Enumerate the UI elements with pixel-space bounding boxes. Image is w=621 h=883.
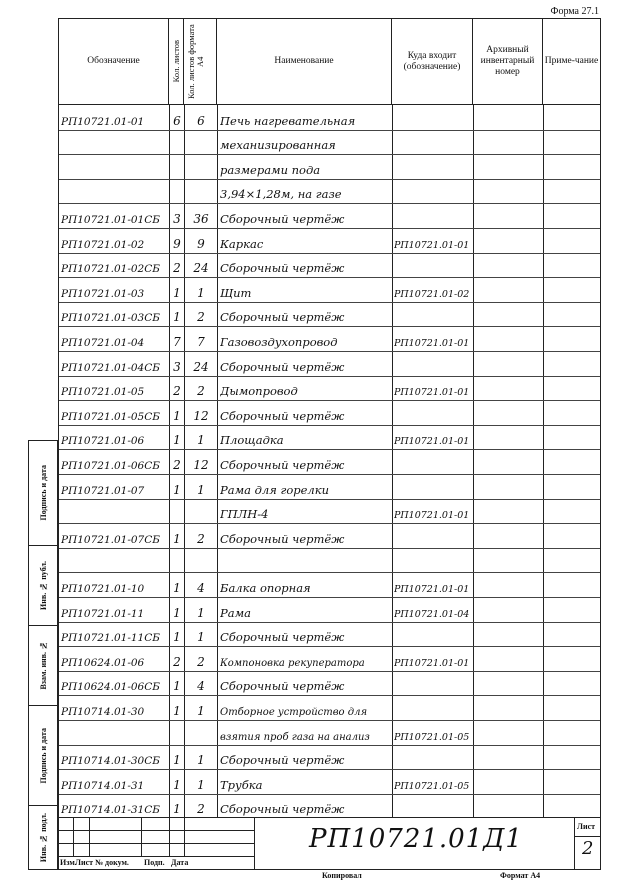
row-sheet-count: 1 — [173, 703, 181, 718]
row-sheet-count: 2 — [173, 457, 181, 472]
row-a4-count: 24 — [193, 261, 209, 276]
row-sheet-count: 9 — [173, 236, 181, 251]
row-a4-count — [187, 155, 215, 179]
row-sheet-count: 3 — [173, 211, 181, 226]
row-designation: РП10721.01-01 — [61, 115, 145, 128]
row-where-used: РП10721.01-02 — [394, 288, 470, 300]
table-row — [59, 523, 600, 548]
table-row — [59, 622, 600, 647]
row-where-used — [394, 254, 472, 278]
row-designation — [61, 500, 169, 524]
row-designation: РП10721.01-04СБ — [61, 361, 160, 374]
row-name: Сборочный чертёж — [220, 630, 345, 645]
row-name: Печь нагревательная — [220, 113, 356, 128]
table-row — [59, 130, 600, 155]
row-where-used: РП10721.01-01 — [394, 337, 470, 349]
table-row — [59, 425, 600, 450]
row-where-used: РП10721.01-04 — [394, 608, 470, 620]
row-sheet-count: 7 — [173, 334, 181, 349]
row-where-used — [394, 131, 472, 155]
row-where-used — [394, 155, 472, 179]
row-a4-count: 12 — [193, 457, 209, 472]
row-sheet-count — [171, 131, 183, 155]
row-designation: РП10721.01-02 — [61, 238, 145, 251]
row-name: Сборочный чертёж — [220, 802, 345, 817]
row-sheet-count: 2 — [173, 384, 181, 399]
row-name: Каркас — [220, 236, 264, 251]
header-note: Приме-чание — [544, 56, 599, 66]
table-row — [59, 351, 600, 376]
row-where-used: РП10721.01-01 — [394, 510, 470, 522]
header-sheet-count: Кол. листов — [169, 19, 184, 104]
row-name: Отборное устройство для — [220, 706, 368, 718]
header-where-used: Куда входит (обозначение) — [392, 19, 473, 104]
title-block — [59, 817, 600, 869]
table-row — [59, 203, 600, 228]
row-a4-count: 1 — [197, 753, 205, 768]
row-where-used: РП10721.01-01 — [394, 436, 470, 448]
row-name: Сборочный чертёж — [220, 359, 345, 374]
row-sheet-count: 2 — [173, 261, 181, 276]
row-designation: РП10624.01-06СБ — [61, 681, 160, 694]
row-designation: РП10624.01-06 — [61, 656, 145, 669]
table-row — [59, 646, 600, 671]
row-name: Щит — [220, 285, 252, 300]
row-a4-count — [187, 180, 215, 204]
row-a4-count: 24 — [193, 359, 209, 374]
row-name: ГПЛН-4 — [220, 507, 269, 522]
row-sheet-count: 1 — [173, 482, 181, 497]
row-sheet-count: 1 — [173, 753, 181, 768]
row-a4-count: 4 — [197, 580, 205, 595]
copied-label: Копировал — [322, 871, 362, 880]
row-designation: РП10721.01-04 — [61, 336, 145, 349]
row-a4-count: 2 — [197, 384, 205, 399]
document-code: РП10721.01Д1 — [309, 824, 523, 854]
table-row — [59, 400, 600, 425]
row-a4-count: 4 — [197, 679, 205, 694]
row-designation: РП10714.01-31СБ — [61, 804, 160, 817]
row-where-used: РП10721.01-01 — [394, 657, 470, 669]
table-row — [59, 474, 600, 499]
stamp-date-label: Дата — [171, 858, 189, 867]
table-row — [59, 253, 600, 278]
row-where-used — [394, 524, 472, 548]
table-body — [59, 105, 600, 819]
row-where-used: РП10721.01-05 — [394, 731, 470, 743]
row-sheet-count: 6 — [173, 113, 181, 128]
row-a4-count: 1 — [197, 777, 205, 792]
table-row — [59, 572, 600, 597]
row-designation: РП10721.01-06СБ — [61, 459, 160, 472]
row-where-used — [394, 450, 472, 474]
row-designation — [61, 131, 169, 155]
row-designation — [61, 549, 169, 573]
row-where-used — [394, 672, 472, 696]
row-designation: РП10721.01-10 — [61, 582, 145, 595]
stamp-doc-no-label: № докум. — [95, 858, 129, 867]
row-sheet-count: 1 — [173, 630, 181, 645]
row-a4-count: 2 — [197, 802, 205, 817]
row-designation: РП10721.01-07 — [61, 484, 145, 497]
side-signature-date: Подпись и дата — [29, 441, 57, 546]
row-sheet-count: 1 — [173, 580, 181, 595]
row-where-used — [394, 180, 472, 204]
row-a4-count: 9 — [197, 236, 205, 251]
row-where-used — [394, 204, 472, 228]
row-name: Компоновка рекуператора — [220, 657, 365, 669]
row-where-used — [394, 549, 472, 573]
table-row — [59, 302, 600, 327]
row-where-used — [394, 303, 472, 327]
table-row — [59, 105, 600, 130]
table-row — [59, 499, 600, 524]
row-designation: РП10714.01-30СБ — [61, 755, 160, 768]
row-designation: РП10714.01-30 — [61, 705, 145, 718]
row-sheet-count: 2 — [173, 654, 181, 669]
row-where-used — [394, 696, 472, 720]
row-name: Сборочный чертёж — [220, 211, 345, 226]
row-a4-count: 12 — [193, 408, 209, 423]
stamp-sheet-number-label: Лист — [577, 822, 596, 831]
row-name: Дымопровод — [220, 384, 298, 399]
row-where-used: РП10721.01-05 — [394, 780, 470, 792]
side-replace-inv: Взам. инв. № — [29, 626, 57, 706]
row-name: Сборочный чертёж — [220, 679, 345, 694]
row-designation: РП10721.01-01СБ — [61, 213, 160, 226]
row-sheet-count: 3 — [173, 359, 181, 374]
row-designation: РП10721.01-05 — [61, 386, 145, 399]
stamp-signature-label: Подп. — [144, 858, 165, 867]
row-where-used — [394, 105, 472, 130]
row-sheet-count: 1 — [173, 679, 181, 694]
row-sheet-count — [171, 155, 183, 179]
row-sheet-count: 1 — [173, 285, 181, 300]
row-designation: РП10721.01-11 — [61, 607, 145, 620]
row-sheet-count: 1 — [173, 408, 181, 423]
row-a4-count: 2 — [197, 310, 205, 325]
table-row — [59, 671, 600, 696]
row-designation: РП10721.01-07СБ — [61, 533, 160, 546]
row-name: Балка опорная — [220, 580, 311, 595]
table-row — [59, 548, 600, 573]
row-designation — [61, 721, 169, 745]
form-label: Форма 27.1 — [550, 6, 599, 17]
row-a4-count: 2 — [197, 531, 205, 546]
row-a4-count: 1 — [197, 605, 205, 620]
header-name: Наименование — [217, 19, 392, 104]
row-name: Сборочный чертёж — [220, 753, 345, 768]
table-row — [59, 277, 600, 302]
row-a4-count — [187, 549, 215, 573]
row-sheet-count: 1 — [173, 433, 181, 448]
stamp-sheet-number: 2 — [582, 838, 594, 859]
row-designation: РП10721.01-06 — [61, 435, 145, 448]
table-row — [59, 769, 600, 794]
table-row — [59, 597, 600, 622]
row-a4-count: 1 — [197, 433, 205, 448]
table-row — [59, 794, 600, 819]
row-sheet-count: 1 — [173, 777, 181, 792]
row-where-used — [394, 352, 472, 376]
row-designation: РП10714.01-31 — [61, 779, 145, 792]
side-binding-strip — [28, 440, 58, 870]
stamp-sheet-label: Лист — [75, 858, 94, 867]
row-a4-count: 7 — [197, 334, 205, 349]
row-sheet-count: 1 — [173, 802, 181, 817]
row-sheet-count: 1 — [173, 531, 181, 546]
row-a4-count — [187, 131, 215, 155]
row-designation: РП10721.01-05СБ — [61, 410, 160, 423]
side-signature-date-2: Подпись и дата — [29, 706, 57, 806]
row-designation: РП10721.01-02СБ — [61, 263, 160, 276]
row-name: 3,94×1,28м, на газе — [220, 187, 342, 202]
table-row — [59, 179, 600, 204]
format-label: Формат А4 — [500, 871, 541, 880]
row-a4-count: 2 — [197, 654, 205, 669]
row-a4-count: 36 — [193, 211, 209, 226]
row-sheet-count: 1 — [173, 310, 181, 325]
row-name: Сборочный чертёж — [220, 457, 345, 472]
header-a4-count: Кол. листов формата А4 — [184, 19, 217, 104]
row-a4-count — [187, 721, 215, 745]
row-where-used: РП10721.01-01 — [394, 387, 470, 399]
row-a4-count: 1 — [197, 285, 205, 300]
side-inv-dup: Инв. № публ. — [29, 546, 57, 626]
row-designation: РП10721.01-03 — [61, 287, 145, 300]
row-name: Рама — [220, 605, 251, 620]
row-name: Сборочный чертёж — [220, 408, 345, 423]
row-name: Сборочный чертёж — [220, 531, 345, 546]
row-designation: РП10721.01-03СБ — [61, 312, 160, 325]
row-a4-count: 1 — [197, 482, 205, 497]
row-sheet-count — [171, 180, 183, 204]
row-name: Сборочный чертёж — [220, 310, 345, 325]
table-row — [59, 695, 600, 720]
row-sheet-count — [171, 500, 183, 524]
row-designation — [61, 155, 169, 179]
table-row — [59, 449, 600, 474]
row-name: Трубка — [220, 777, 263, 792]
row-where-used — [394, 795, 472, 819]
row-name: механизированная — [220, 138, 336, 153]
row-sheet-count — [171, 721, 183, 745]
row-a4-count: 1 — [197, 630, 205, 645]
row-designation — [61, 180, 169, 204]
row-name: Площадка — [220, 433, 284, 448]
row-name: Сборочный чертёж — [220, 261, 345, 276]
row-where-used: РП10721.01-01 — [394, 239, 470, 251]
row-a4-count — [187, 500, 215, 524]
stamp-change-label: Изм. — [60, 858, 77, 867]
row-where-used — [394, 623, 472, 647]
row-name: Рама для горелки — [220, 482, 330, 497]
row-name: взятия проб газа на анализ — [220, 731, 370, 743]
row-where-used — [394, 475, 472, 499]
row-where-used: РП10721.01-01 — [394, 583, 470, 595]
specification-sheet — [58, 18, 601, 870]
side-inv-original: Инв. № подл. — [38, 812, 48, 863]
row-a4-count: 6 — [197, 113, 205, 128]
row-sheet-count: 1 — [173, 605, 181, 620]
table-header — [59, 19, 600, 105]
table-row — [59, 228, 600, 253]
table-row — [59, 720, 600, 745]
row-sheet-count — [171, 549, 183, 573]
header-designation: Обозначение — [59, 19, 169, 104]
table-row — [59, 376, 600, 401]
row-name: размерами пода — [220, 162, 321, 177]
row-where-used — [394, 401, 472, 425]
header-archive-number: Архивный инвентарный номер — [473, 19, 543, 104]
row-designation: РП10721.01-11СБ — [61, 632, 160, 645]
row-a4-count: 1 — [197, 703, 205, 718]
row-where-used — [394, 746, 472, 770]
row-name: Газовоздухопровод — [220, 334, 338, 349]
table-row — [59, 745, 600, 770]
row-name — [220, 549, 390, 573]
table-row — [59, 326, 600, 351]
table-row — [59, 154, 600, 179]
